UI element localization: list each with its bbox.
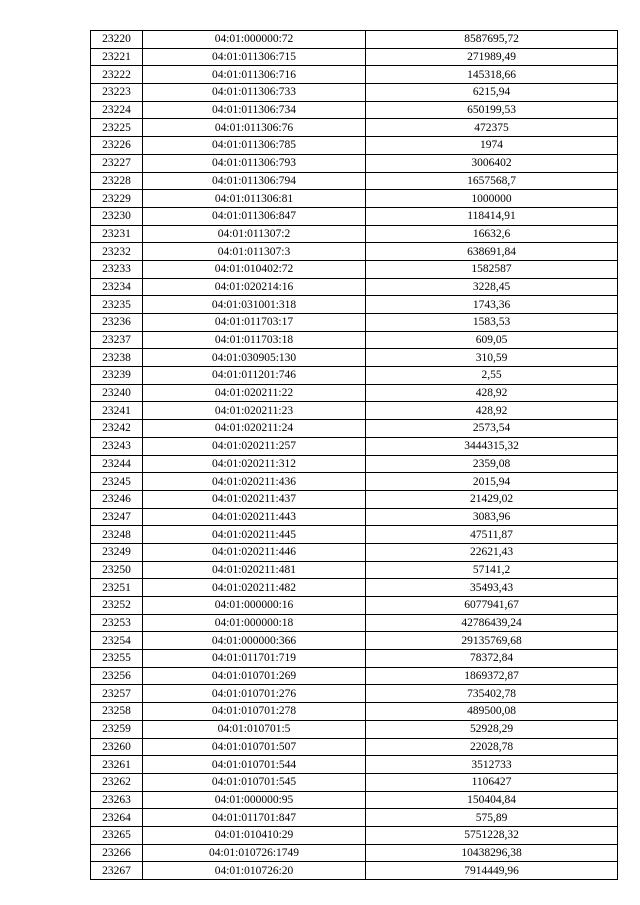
cadastral-value-cell: 29135769,68 — [366, 632, 618, 650]
table-row — [91, 791, 618, 809]
cadastral-value-cell: 638691,84 — [366, 243, 618, 261]
cadastral-number-cell: 04:01:020211:23 — [143, 402, 366, 420]
cadastral-number-cell: 04:01:010701:545 — [143, 773, 366, 791]
table-row — [91, 349, 618, 367]
row-number-cell: 23264 — [91, 809, 143, 827]
cadastral-number-cell: 04:01:000000:16 — [143, 597, 366, 615]
cadastral-number-cell: 04:01:020211:22 — [143, 384, 366, 402]
table-row — [91, 862, 618, 880]
cadastral-number-cell: 04:01:010701:544 — [143, 756, 366, 774]
cadastral-number-cell: 04:01:020211:445 — [143, 526, 366, 544]
table-row — [91, 526, 618, 544]
cadastral-value-cell: 3512733 — [366, 756, 618, 774]
table-row — [91, 243, 618, 261]
table-row — [91, 490, 618, 508]
cadastral-number-cell: 04:01:011306:716 — [143, 66, 366, 84]
row-number-cell: 23247 — [91, 508, 143, 526]
table-row — [91, 66, 618, 84]
cadastral-value-cell: 35493,43 — [366, 579, 618, 597]
cadastral-value-cell: 1657568,7 — [366, 172, 618, 190]
table-row — [91, 367, 618, 385]
cadastral-value-cell: 42786439,24 — [366, 614, 618, 632]
cadastral-number-cell: 04:01:011306:734 — [143, 101, 366, 119]
table-row — [91, 137, 618, 155]
cadastral-number-cell: 04:01:000000:18 — [143, 614, 366, 632]
cadastral-number-cell: 04:01:000000:95 — [143, 791, 366, 809]
row-number-cell: 23232 — [91, 243, 143, 261]
cadastral-value-cell: 10438296,38 — [366, 844, 618, 862]
table-row — [91, 703, 618, 721]
row-number-cell: 23241 — [91, 402, 143, 420]
table-row — [91, 31, 618, 49]
row-number-cell: 23256 — [91, 667, 143, 685]
cadastral-number-cell: 04:01:010701:269 — [143, 667, 366, 685]
row-number-cell: 23250 — [91, 561, 143, 579]
table-row — [91, 650, 618, 668]
cadastral-number-cell: 04:01:011306:785 — [143, 137, 366, 155]
cadastral-number-cell: 04:01:011306:81 — [143, 190, 366, 208]
cadastral-value-cell: 1582587 — [366, 260, 618, 278]
row-number-cell: 23236 — [91, 314, 143, 332]
row-number-cell: 23261 — [91, 756, 143, 774]
cadastral-number-cell: 04:01:020211:436 — [143, 473, 366, 491]
row-number-cell: 23251 — [91, 579, 143, 597]
cadastral-number-cell: 04:01:010701:507 — [143, 738, 366, 756]
cadastral-number-cell: 04:01:010726:20 — [143, 862, 366, 880]
row-number-cell: 23226 — [91, 137, 143, 155]
row-number-cell: 23237 — [91, 331, 143, 349]
row-number-cell: 23225 — [91, 119, 143, 137]
row-number-cell: 23240 — [91, 384, 143, 402]
cadastral-value-cell: 609,05 — [366, 331, 618, 349]
cadastral-value-cell: 428,92 — [366, 402, 618, 420]
table-row — [91, 738, 618, 756]
row-number-cell: 23227 — [91, 154, 143, 172]
row-number-cell: 23259 — [91, 720, 143, 738]
table-row — [91, 119, 618, 137]
cadastral-value-cell: 78372,84 — [366, 650, 618, 668]
cadastral-value-cell: 271989,49 — [366, 48, 618, 66]
table-row — [91, 720, 618, 738]
cadastral-value-cell: 5751228,32 — [366, 826, 618, 844]
cadastral-value-cell: 735402,78 — [366, 685, 618, 703]
table-row — [91, 154, 618, 172]
table-row — [91, 614, 618, 632]
cadastral-value-cell: 6215,94 — [366, 84, 618, 102]
cadastral-value-cell: 16632,6 — [366, 225, 618, 243]
table-row — [91, 632, 618, 650]
table-row — [91, 225, 618, 243]
row-number-cell: 23221 — [91, 48, 143, 66]
cadastral-number-cell: 04:01:011306:715 — [143, 48, 366, 66]
table-row — [91, 402, 618, 420]
cadastral-value-cell: 2573,54 — [366, 420, 618, 438]
table-row — [91, 207, 618, 225]
cadastral-number-cell: 04:01:011306:794 — [143, 172, 366, 190]
table-row — [91, 826, 618, 844]
row-number-cell: 23244 — [91, 455, 143, 473]
cadastral-value-cell: 22028,78 — [366, 738, 618, 756]
table-body — [91, 31, 618, 880]
cadastral-number-cell: 04:01:000000:366 — [143, 632, 366, 650]
cadastral-number-cell: 04:01:011201:746 — [143, 367, 366, 385]
cadastral-number-cell: 04:01:020211:481 — [143, 561, 366, 579]
cadastral-number-cell: 04:01:020211:257 — [143, 437, 366, 455]
row-number-cell: 23234 — [91, 278, 143, 296]
row-number-cell: 23233 — [91, 260, 143, 278]
table-row — [91, 844, 618, 862]
cadastral-number-cell: 04:01:011306:793 — [143, 154, 366, 172]
cadastral-value-cell: 21429,02 — [366, 490, 618, 508]
row-number-cell: 23231 — [91, 225, 143, 243]
cadastral-number-cell: 04:01:011307:3 — [143, 243, 366, 261]
table-row — [91, 809, 618, 827]
row-number-cell: 23222 — [91, 66, 143, 84]
cadastral-value-cell: 310,59 — [366, 349, 618, 367]
cadastral-value-cell: 1743,36 — [366, 296, 618, 314]
table-row — [91, 260, 618, 278]
table-row — [91, 773, 618, 791]
table-row — [91, 667, 618, 685]
cadastral-value-cell: 22621,43 — [366, 543, 618, 561]
cadastral-number-cell: 04:01:011701:847 — [143, 809, 366, 827]
row-number-cell: 23249 — [91, 543, 143, 561]
row-number-cell: 23228 — [91, 172, 143, 190]
table-row — [91, 84, 618, 102]
row-number-cell: 23239 — [91, 367, 143, 385]
table-row — [91, 597, 618, 615]
cadastral-value-cell: 7914449,96 — [366, 862, 618, 880]
row-number-cell: 23266 — [91, 844, 143, 862]
row-number-cell: 23223 — [91, 84, 143, 102]
table-row — [91, 437, 618, 455]
row-number-cell: 23248 — [91, 526, 143, 544]
cadastral-value-cell: 150404,84 — [366, 791, 618, 809]
cadastral-number-cell: 04:01:011306:847 — [143, 207, 366, 225]
cadastral-value-table — [90, 30, 618, 880]
cadastral-value-cell: 489500,08 — [366, 703, 618, 721]
table-row — [91, 473, 618, 491]
cadastral-value-cell: 145318,66 — [366, 66, 618, 84]
row-number-cell: 23230 — [91, 207, 143, 225]
table-row — [91, 561, 618, 579]
cadastral-number-cell: 04:01:030905:130 — [143, 349, 366, 367]
cadastral-number-cell: 04:01:031001:318 — [143, 296, 366, 314]
cadastral-value-cell: 428,92 — [366, 384, 618, 402]
cadastral-number-cell: 04:01:011703:18 — [143, 331, 366, 349]
table-row — [91, 455, 618, 473]
table-row — [91, 331, 618, 349]
row-number-cell: 23267 — [91, 862, 143, 880]
cadastral-number-cell: 04:01:010402:72 — [143, 260, 366, 278]
cadastral-number-cell: 04:01:010701:278 — [143, 703, 366, 721]
cadastral-value-cell: 3228,45 — [366, 278, 618, 296]
cadastral-number-cell: 04:01:010701:5 — [143, 720, 366, 738]
cadastral-number-cell: 04:01:020211:437 — [143, 490, 366, 508]
cadastral-value-cell: 118414,91 — [366, 207, 618, 225]
cadastral-value-cell: 57141,2 — [366, 561, 618, 579]
row-number-cell: 23243 — [91, 437, 143, 455]
cadastral-value-cell: 1000000 — [366, 190, 618, 208]
cadastral-value-cell: 1869372,87 — [366, 667, 618, 685]
row-number-cell: 23252 — [91, 597, 143, 615]
row-number-cell: 23238 — [91, 349, 143, 367]
cadastral-number-cell: 04:01:020211:24 — [143, 420, 366, 438]
cadastral-value-cell: 575,89 — [366, 809, 618, 827]
row-number-cell: 23257 — [91, 685, 143, 703]
row-number-cell: 23260 — [91, 738, 143, 756]
cadastral-number-cell: 04:01:011701:719 — [143, 650, 366, 668]
cadastral-value-cell: 2015,94 — [366, 473, 618, 491]
cadastral-value-cell: 3083,96 — [366, 508, 618, 526]
row-number-cell: 23258 — [91, 703, 143, 721]
row-number-cell: 23224 — [91, 101, 143, 119]
cadastral-number-cell: 04:01:010726:1749 — [143, 844, 366, 862]
cadastral-value-cell: 1106427 — [366, 773, 618, 791]
cadastral-value-cell: 472375 — [366, 119, 618, 137]
cadastral-value-cell: 1583,53 — [366, 314, 618, 332]
row-number-cell: 23220 — [91, 31, 143, 49]
table-row — [91, 172, 618, 190]
cadastral-number-cell: 04:01:020211:443 — [143, 508, 366, 526]
cadastral-number-cell: 04:01:010701:276 — [143, 685, 366, 703]
table-row — [91, 296, 618, 314]
cadastral-value-cell: 2,55 — [366, 367, 618, 385]
table-row — [91, 579, 618, 597]
cadastral-number-cell: 04:01:010410:29 — [143, 826, 366, 844]
cadastral-value-cell: 47511,87 — [366, 526, 618, 544]
cadastral-number-cell: 04:01:011306:76 — [143, 119, 366, 137]
cadastral-value-cell: 52928,29 — [366, 720, 618, 738]
row-number-cell: 23245 — [91, 473, 143, 491]
row-number-cell: 23253 — [91, 614, 143, 632]
row-number-cell: 23242 — [91, 420, 143, 438]
cadastral-value-cell: 6077941,67 — [366, 597, 618, 615]
cadastral-number-cell: 04:01:011307:2 — [143, 225, 366, 243]
table-row — [91, 756, 618, 774]
table-row — [91, 508, 618, 526]
row-number-cell: 23246 — [91, 490, 143, 508]
cadastral-value-cell: 2359,08 — [366, 455, 618, 473]
table-row — [91, 314, 618, 332]
cadastral-value-cell: 650199,53 — [366, 101, 618, 119]
table-row — [91, 278, 618, 296]
row-number-cell: 23235 — [91, 296, 143, 314]
cadastral-number-cell: 04:01:020211:446 — [143, 543, 366, 561]
cadastral-value-cell: 3444315,32 — [366, 437, 618, 455]
cadastral-number-cell: 04:01:020211:312 — [143, 455, 366, 473]
cadastral-value-cell: 8587695,72 — [366, 31, 618, 49]
cadastral-number-cell: 04:01:011703:17 — [143, 314, 366, 332]
row-number-cell: 23263 — [91, 791, 143, 809]
table-row — [91, 48, 618, 66]
row-number-cell: 23229 — [91, 190, 143, 208]
table-row — [91, 420, 618, 438]
row-number-cell: 23262 — [91, 773, 143, 791]
row-number-cell: 23255 — [91, 650, 143, 668]
cadastral-number-cell: 04:01:000000:72 — [143, 31, 366, 49]
table-row — [91, 685, 618, 703]
table-row — [91, 101, 618, 119]
table-row — [91, 190, 618, 208]
table-row — [91, 543, 618, 561]
table-row — [91, 384, 618, 402]
cadastral-value-cell: 3006402 — [366, 154, 618, 172]
row-number-cell: 23254 — [91, 632, 143, 650]
cadastral-value-cell: 1974 — [366, 137, 618, 155]
cadastral-number-cell: 04:01:020211:482 — [143, 579, 366, 597]
row-number-cell: 23265 — [91, 826, 143, 844]
cadastral-number-cell: 04:01:020214:16 — [143, 278, 366, 296]
cadastral-number-cell: 04:01:011306:733 — [143, 84, 366, 102]
